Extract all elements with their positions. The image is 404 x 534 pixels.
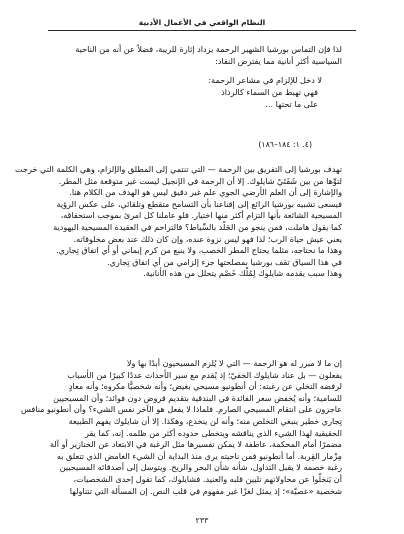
page-number: ٢٣٣ bbox=[195, 516, 209, 525]
intro-paragraph bbox=[56, 44, 342, 67]
text-line: مِزْمار القِربة. أما أنطونيو فمن ناحيته يرى منذ البداية أن الشيء الغامض الذي تتعلق به bbox=[56, 450, 342, 461]
text-line: عاجزون على انتقام المسيحي الصارم. فلماذا لا يفعل هو الآخر نفس الشيء؟ وأن أنطونيو منافس bbox=[21, 404, 342, 415]
text-line: مضمرًا أمام المحكمة، عاطفة لا يمكن تفسيرها مثل الرغبة في الابتعاد عن الخنازير أو آلة bbox=[49, 439, 342, 450]
text-line: كما يقول هاملت، فمن ينجو من الجَلْد بالسِّياط؟ فالتراحم في العقيدة المسيحية اليهودية bbox=[53, 221, 342, 232]
text-line: لتوِّها من بين شَفَتَيْ شايلوك. إلا أن الرحمة في الإنجيل ليست غير متوقعة مثل المطر. bbox=[58, 175, 342, 186]
verse-text: على ما تحتها ... bbox=[265, 99, 318, 109]
text-line: فيسعى تشبيه بورشيا الرائع إلى إقناعنا بأن التسامح متقطع وتلقائي، على عكس الرؤية bbox=[56, 198, 342, 209]
text-line: رغبة خصمه لا يقبل التداول، شأنه شأن البحر والريح. ويتوسل إلى أصدقائه المسيحيين bbox=[59, 462, 342, 473]
header-rule bbox=[48, 30, 356, 31]
verse-line bbox=[78, 86, 318, 98]
text-line: لرفضه التخلي عن رغبته: أن أنطونيو مسيحي بغيض؛ وأنه شخصيًّا مكروه؛ وأنه معادٍ bbox=[68, 381, 342, 392]
text-line: لذا فإن التماس بورشيا الشهير الرحمة يزداد إثارة للريبة، فضلاً عن أنه من الناحية bbox=[75, 44, 342, 54]
text-line: شخصية «عصيّة»؛ إذ يمثل لغزًا غير مفهوم في قلب النص. إن المسألة التي تتناولها bbox=[69, 485, 342, 496]
text-line: تهدف بورشيا إلى التفريق بين الرحمة — التي تنتمي إلى المطلق والإلزام، وهي الكلمة التي خرجت bbox=[15, 164, 342, 174]
verse-citation: (٤. ١: ١٨٤–١٨٦) bbox=[258, 140, 312, 149]
text-line: المسيحية الشائعة بأنها التزام أكثر منها اختيار. فلو عاملنا كل امرئ بموجب استحقاقه، bbox=[60, 210, 342, 221]
verse-text: لا دخل للإلزام في مشاعر الرحمة: bbox=[208, 75, 322, 85]
verse-text: فهي تهبط من السماء كالرذاذ bbox=[221, 87, 318, 97]
text-line: وهذا ما نحتاجه، مثلما يحتاج المطر الخصب، ولا ينبع من كرم إيماني أو أي اتفاق تِجاري. bbox=[56, 245, 342, 256]
text-line: يعني عيش حياة الرب؛ لذا فهو ليس نزوة عنده، وإن كان ذلك عند بعض مخلوقاته. bbox=[73, 233, 342, 244]
text-line: في هذا السياق تقف بورشيا بمصلحتها جزء إلزامي من أي اتفاق تِجاري. bbox=[106, 256, 342, 267]
running-header: النظام الواقعي في الأعمال الأدبية bbox=[138, 18, 266, 27]
text-line: إن ما لا مبرر له هو الرحمة — التي لا يُلزم المسيحيون أبدًا بها ولا bbox=[126, 358, 342, 368]
text-line: الحقيقية لهذا الشيء الذي يناقشه ويتخطى حدوده أكثر من ظلمه. إنه، كما يقر bbox=[85, 427, 342, 438]
text-line: تِجاري خطير ينبغي التخلص منه؛ وأنه لن ينخدع، وهكذا. إلا أن شايلوك يفهم الطبيعة bbox=[68, 415, 342, 426]
body-paragraph-2 bbox=[15, 164, 342, 280]
text-line: أن يَتخلّوا عن محاولاتهم تليين قلبه والعنيد. فشايلوك، كما تقول إحدى الشخصيات، bbox=[73, 473, 342, 484]
verse-line bbox=[78, 98, 318, 110]
text-line: السياسية أكثر أنانية مما يفترض النقاد: bbox=[215, 55, 342, 66]
text-line: والإشارة إلى أن العلم الأرضي الجوي علم غير دقيق ليس هو الهدف من الكلام هنا. bbox=[69, 187, 342, 198]
verse-line bbox=[82, 74, 322, 86]
body-paragraph-3 bbox=[21, 358, 342, 497]
text-line: وهذا سبب يقدمه شايلوك لِمُلْك خَصْم يتحلل من هذه الأنانية. bbox=[143, 268, 342, 279]
text-line: يفعلون — بل عناد شايلوك الخفيّ؛ إذ يُقدم مع سير الأحداث عددًا كبيرًا من الأسباب bbox=[67, 369, 342, 380]
text-line: للسامية؛ وأنه يُخفض سعر الفائدة في البندقية بتقديم قروض دون فوائد؛ وأن المسيحيين bbox=[53, 392, 342, 403]
